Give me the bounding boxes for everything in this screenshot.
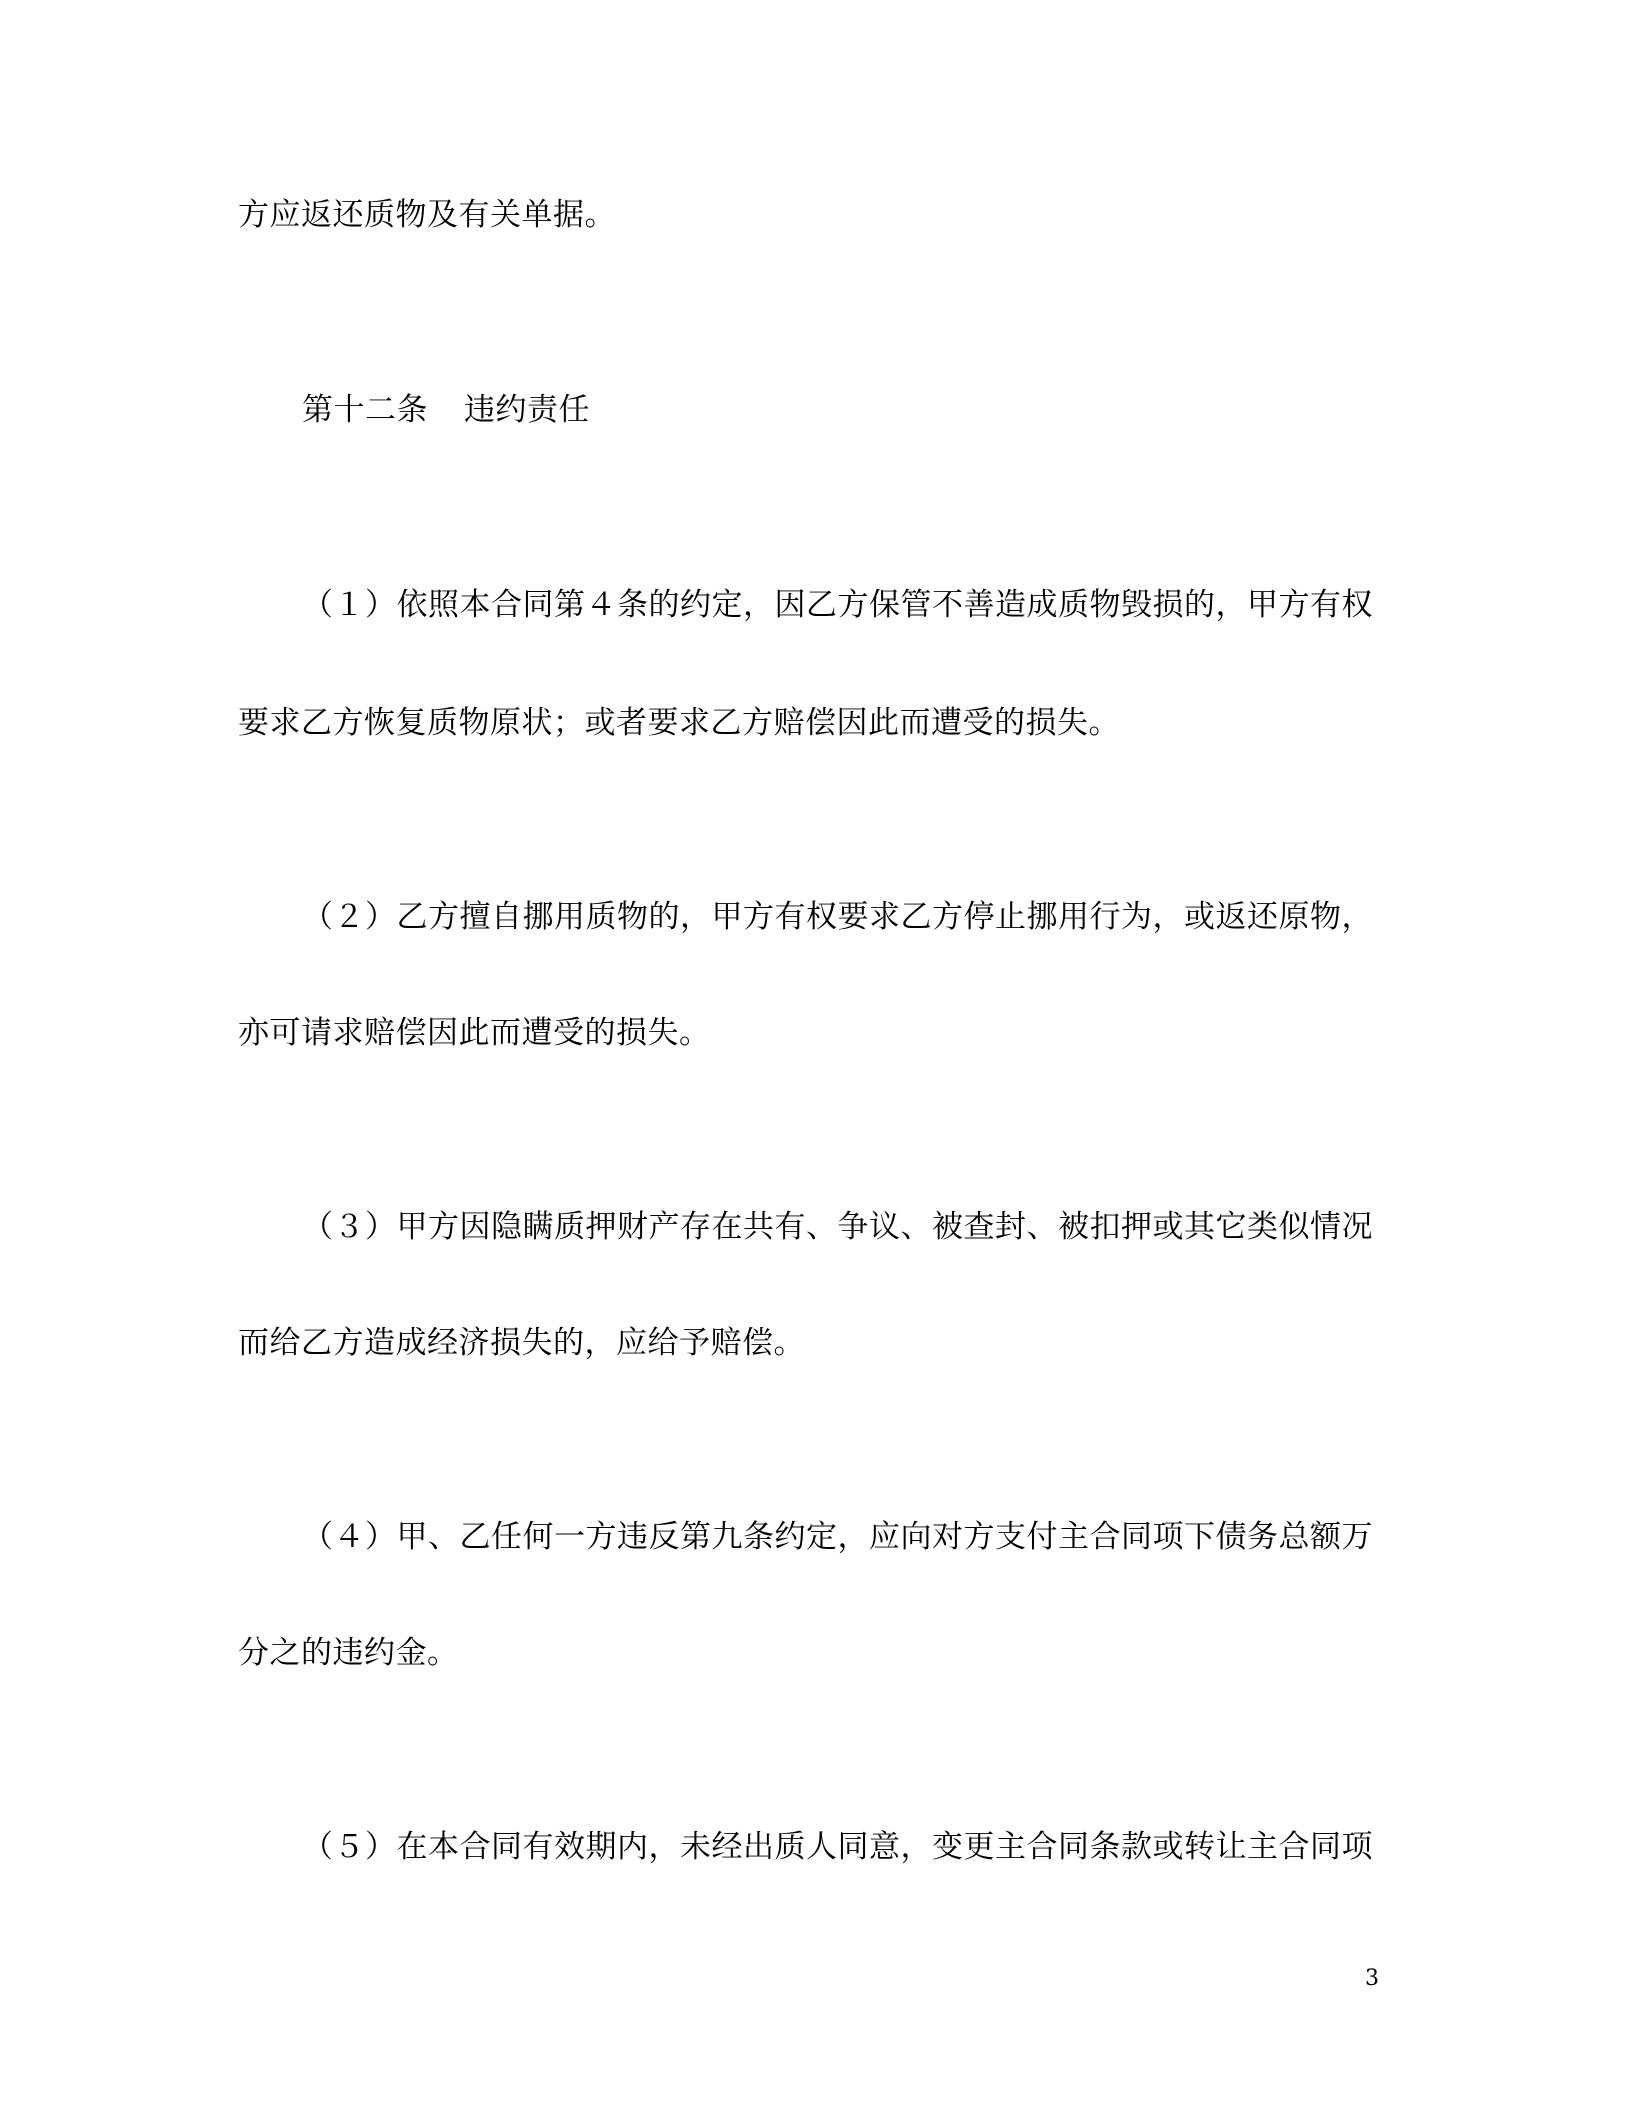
paragraph-line: （５）在本合同有效期内，未经出质人同意，变更主合同条款或转让主合同项 — [302, 1829, 1373, 1865]
paragraph-line: （１）依照本合同第４条的约定，因乙方保管不善造成质物毁损的，甲方有权 — [302, 587, 1373, 623]
paragraph-line: （３）甲方因隐瞒质押财产存在共有、争议、被查封、被扣押或其它类似情况 — [302, 1209, 1373, 1245]
paragraph-line: 亦可请求赔偿因此而遭受的损失。 — [238, 1015, 711, 1051]
page-number: 3 — [1365, 1966, 1379, 1991]
paragraph-line: （４）甲、乙任何一方违反第九条约定，应向对方支付主合同项下债务总额万 — [302, 1519, 1373, 1555]
paragraph-line: 要求乙方恢复质物原状；或者要求乙方赔偿因此而遭受的损失。 — [238, 705, 1120, 741]
article-heading — [302, 390, 590, 430]
paragraph-line: 分之的违约金。 — [238, 1635, 459, 1671]
paragraph-line: 方应返还质物及有关单据。 — [238, 197, 616, 233]
article-number: 第十二条 — [302, 392, 428, 428]
paragraph-line: 而给乙方造成经济损失的，应给予赔偿。 — [238, 1325, 805, 1361]
paragraph-line: （２）乙方擅自挪用质物的，甲方有权要求乙方停止挪用行为，或返还原物， — [302, 899, 1373, 935]
article-title: 违约责任 — [464, 392, 590, 428]
